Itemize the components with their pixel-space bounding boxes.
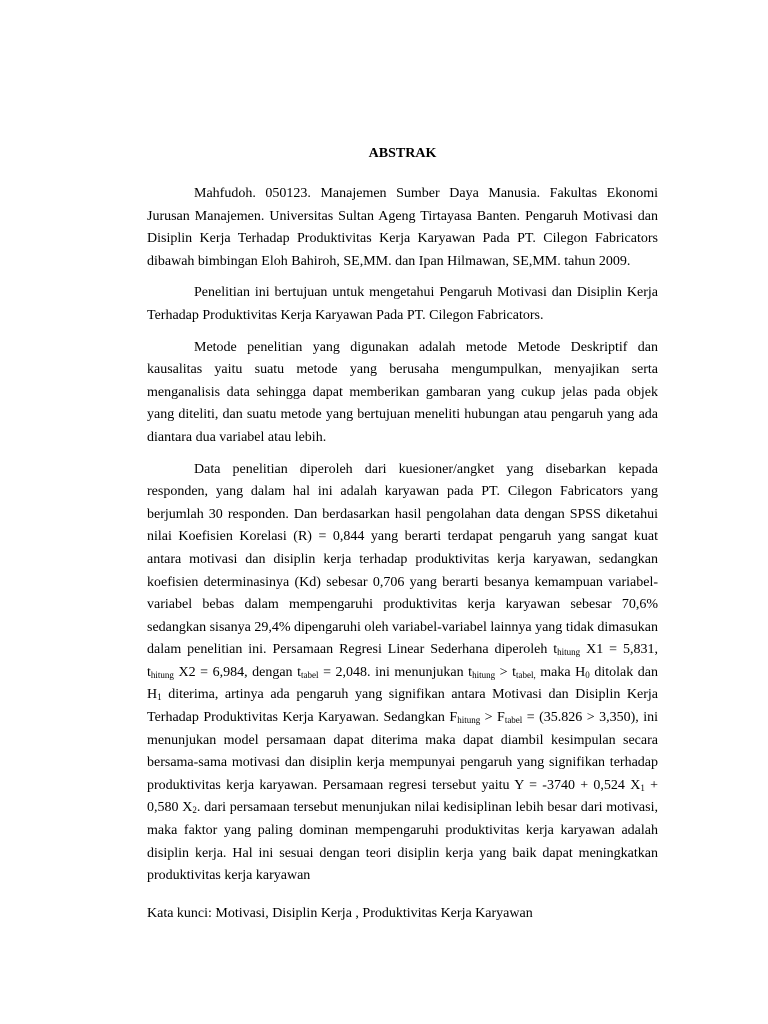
paragraph-method: Metode penelitian yang digunakan adalah metode Metode Deskriptif dan kausalitas yaitu suatu metode yang berusaha mengumpulkan, menyajikan serta menganalisis data sehingga dapat memberikan gambaran yang cukup jelas pada objek yang diteliti, dan suatu metode yang bertujuan meneliti hubungan atau pengaruh yang ada diantara dua variabel atau lebih. (147, 339, 658, 445)
subscript-hitung: hitung (457, 715, 481, 726)
results-text-11: + 0,580 X (147, 777, 659, 816)
subscript-hitung: hitung (557, 647, 581, 658)
paragraph-results (147, 459, 658, 888)
paragraph-objective: Penelitian ini bertujuan untuk mengetahui Pengaruh Motivasi dan Disiplin Kerja Terhadap Produktivitas Kerja Karyawan Pada PT. Cilegon Fabricators. (147, 285, 658, 323)
results-text-10: = (35.826 > 3,350), ini menunjukan model persamaan dapat diterima maka dapat diambil kesimpulan secara bersama-sama motivasi dan disiplin kerja mempunyai pengaruh yang signifikan terhadap produktivitas kerja karyawan. Persamaan regresi tersebut yaitu Y = -3740 + 0,524 X (147, 710, 659, 793)
subscript-tabel: tabel (301, 669, 319, 680)
page-title: ABSTRAK (368, 146, 437, 161)
results-text-8: diterima, artinya ada pengaruh yang signifikan antara Motivasi dan Disiplin Kerja Terhadap Produktivitas Kerja Karyawan. Sedangkan F (147, 687, 658, 726)
paragraph-identity: Mahfudoh. 050123. Manajemen Sumber Daya Manusia. Fakultas Ekonomi Jurusan Manajemen. Universitas Sultan Ageng Tirtayasa Banten. Pengaruh Motivasi dan Disiplin Kerja Terhadap Produktivitas Kerja Karyawan Pada PT. Cilegon Fabricators dibawah bimbingan Eloh Bahiroh, SE,MM. dan Ipan Hilmawan, SE,MM. tahun 2009. (147, 186, 658, 269)
results-text-9: > F (480, 710, 505, 726)
keywords-line: Kata kunci: Motivasi, Disiplin Kerja , Produktivitas Kerja Karyawan (147, 905, 533, 921)
results-text-12: . dari persamaan tersebut menunjukan nilai kedisiplinan lebih besar dari motivasi, maka faktor yang paling dominan mempengaruhi produktivitas kerja karyawan adalah disiplin kerja. Hal ini sesuai dengan teori disiplin kerja yang baik dapat meningkatkan produktivitas kerja karyawan (147, 800, 658, 884)
results-text-5: > t (495, 664, 516, 680)
results-text-4: = 2,048. ini menunjukan t (318, 664, 473, 680)
results-text-1: Data penelitian diperoleh dari kuesioner/angket yang disebarkan kepada responden, yang dalam hal ini adalah karyawan pada PT. Cilegon Fabricators yang berjumlah 30 responden. Dan berdasarkan hasil pengolahan data dengan SPSS diketahui nilai Koefisien Korelasi (R) = 0,844 yang berarti terdapat pengaruh yang sangat kuat antara motivasi dan disiplin kerja terhadap produktivitas kerja karyawan, sedangkan koefisien determinasinya (Kd) sebesar 0,706 yang berarti besanya kemampuan variabel-variabel bebas dalam mempengaruhi produktivitas kerja karyawan sebesar 70,6% sedangkan sisanya 29,4% dipengaruhi oleh variabel-variabel lainnya yang tidak dimasukan dalam penelitian ini. Persamaan Regresi Linear Sederhana diperoleh t (147, 461, 658, 658)
subscript-two: 2 (192, 805, 197, 816)
subscript-hitung: hitung (472, 669, 496, 680)
subscript-hitung: hitung (150, 669, 174, 680)
subscript-zero: 0 (585, 669, 590, 680)
results-text-7: ditolak dan H (147, 664, 658, 703)
abstract-page (147, 143, 658, 934)
results-text-3: X2 = 6,984, dengan t (173, 664, 302, 680)
subscript-tabel: tabel (504, 715, 523, 726)
subscript-one: 1 (640, 782, 645, 793)
results-text-2: X1 = 5,831, t (147, 642, 658, 680)
subscript-one: 1 (157, 692, 162, 703)
results-text-6: maka H (535, 664, 586, 680)
subscript-tabel: tabel, (515, 669, 536, 680)
